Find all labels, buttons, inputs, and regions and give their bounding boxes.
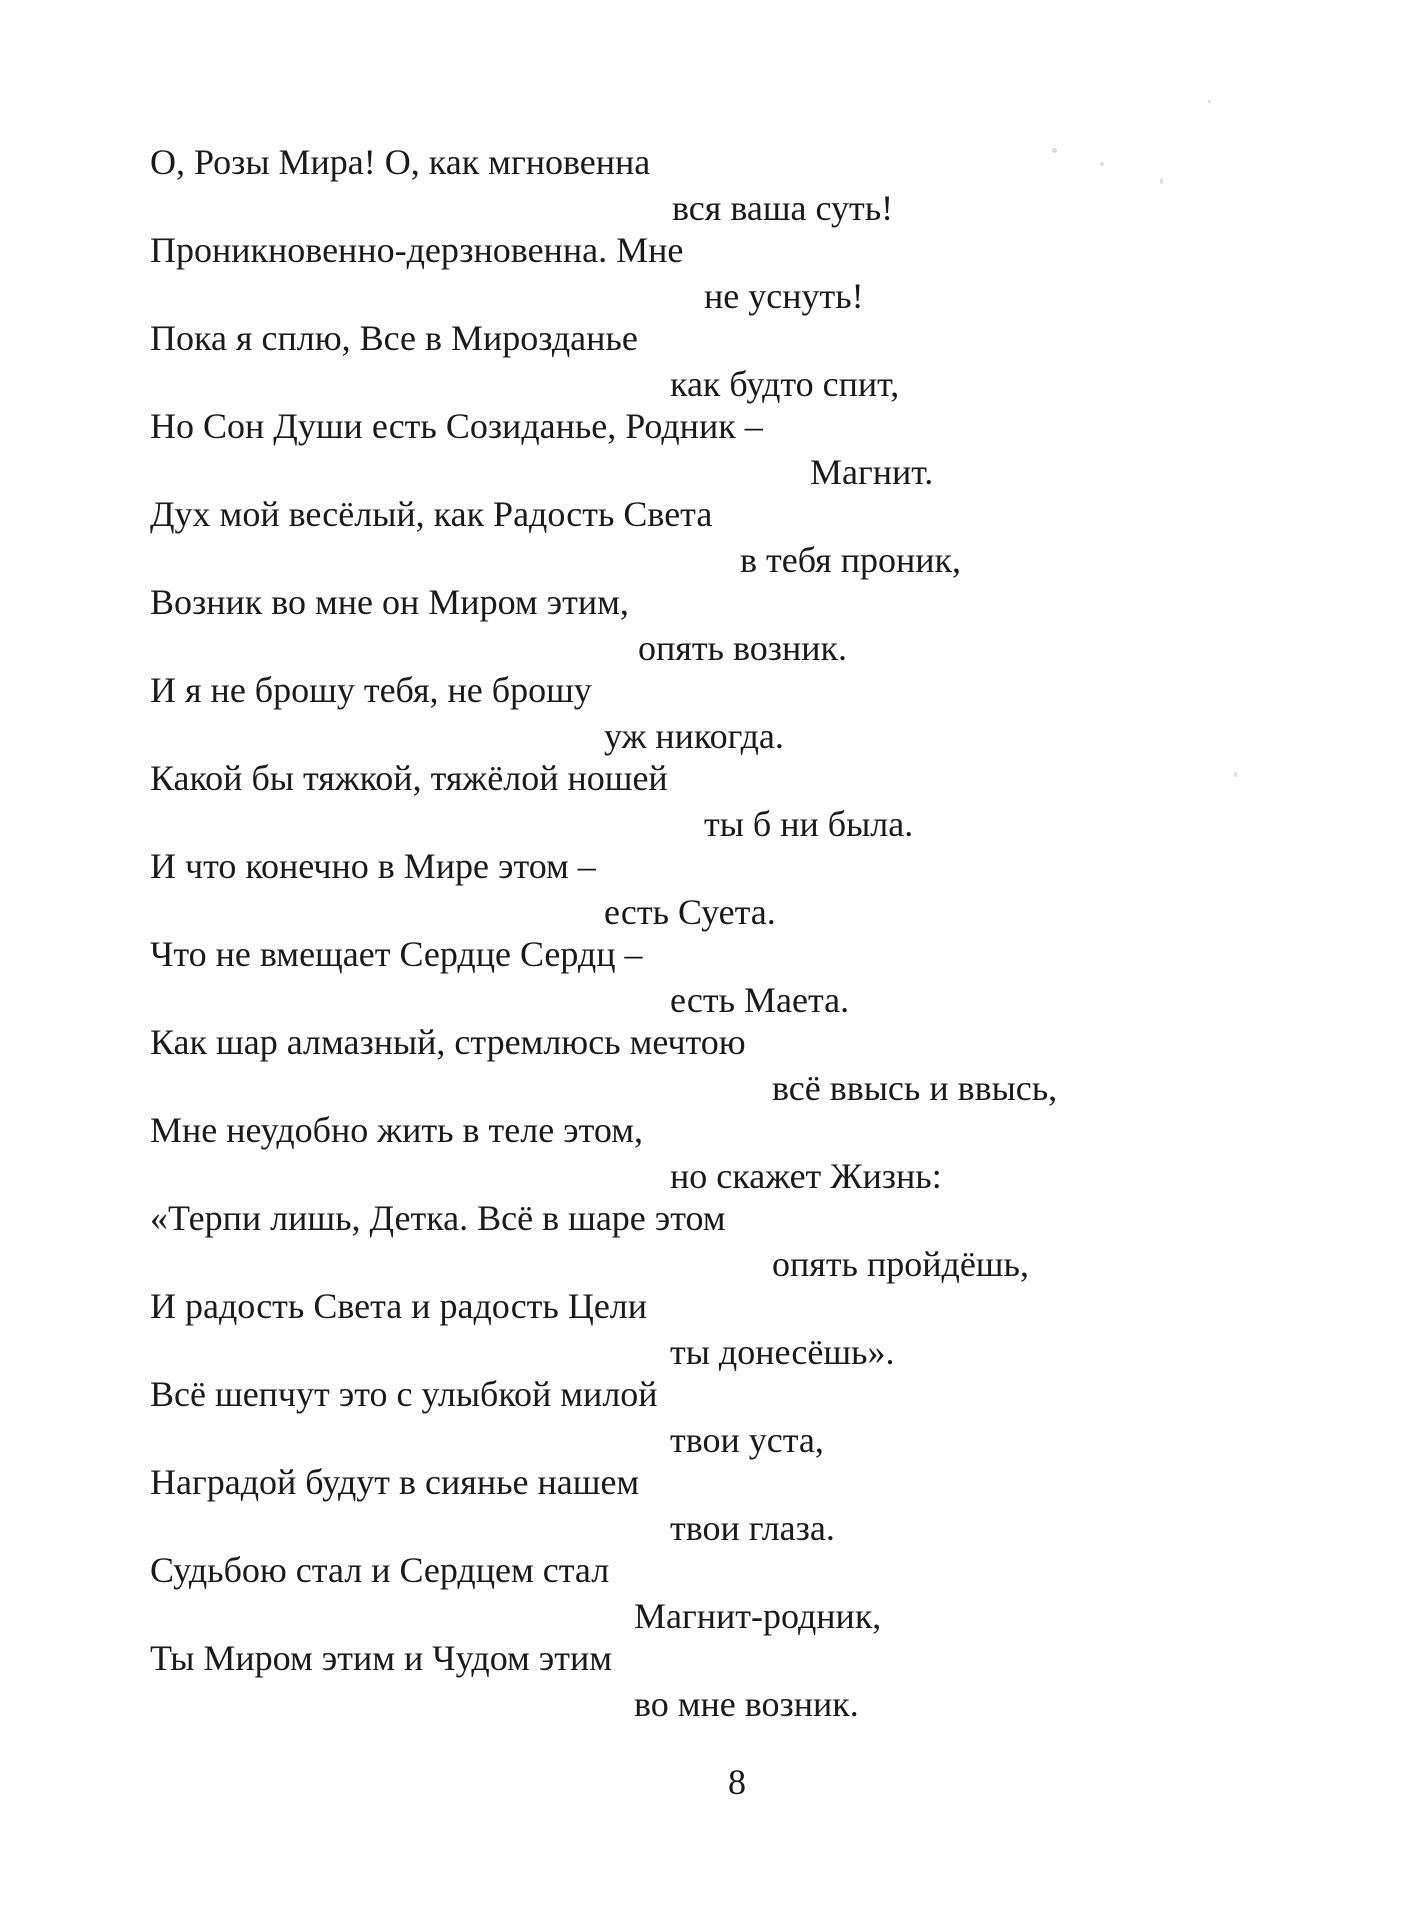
poem-line: Пока я сплю, Все в Мирозданье bbox=[150, 318, 638, 358]
poem-line: Что не вмещает Сердце Сердц – bbox=[150, 934, 643, 974]
scan-speck bbox=[1052, 148, 1057, 153]
poem-line: Наградой будут в сиянье нашем bbox=[150, 1462, 640, 1502]
poem-line: Ты Миром этим и Чудом этим bbox=[150, 1638, 613, 1678]
poem-line: вся ваша суть! bbox=[672, 188, 894, 228]
poem-line: есть Маета. bbox=[670, 980, 850, 1020]
poem-line: твои глаза. bbox=[670, 1508, 835, 1548]
scan-speck bbox=[1208, 100, 1211, 103]
poem-line: во мне возник. bbox=[634, 1684, 859, 1724]
poem-line: уж никогда. bbox=[604, 716, 784, 756]
scan-speck bbox=[1100, 162, 1104, 166]
poem-line: есть Суета. bbox=[604, 892, 776, 932]
poem-line: О, Розы Мира! О, как мгновенна bbox=[150, 142, 651, 182]
poem-line: И что конечно в Мире этом – bbox=[150, 846, 596, 886]
poem-line: Магнит-родник, bbox=[634, 1596, 882, 1636]
poem-line: как будто спит, bbox=[670, 364, 900, 404]
poem-line: твои уста, bbox=[670, 1420, 824, 1460]
poem-line: Дух мой весёлый, как Радость Света bbox=[150, 494, 713, 534]
poem-line: ты донесёшь». bbox=[670, 1332, 895, 1372]
poem-line: в тебя проник, bbox=[740, 540, 961, 580]
poem-line: опять возник. bbox=[638, 628, 847, 668]
poem-line: ты б ни была. bbox=[704, 804, 914, 844]
poem-line: И я не брошу тебя, не брошу bbox=[150, 670, 592, 710]
poem-line: всё ввысь и ввысь, bbox=[772, 1068, 1058, 1108]
poem-line: Судьбою стал и Сердцем стал bbox=[150, 1550, 610, 1590]
poem-line: «Терпи лишь, Детка. Всё в шаре этом bbox=[150, 1198, 726, 1238]
scan-speck bbox=[1160, 178, 1163, 184]
poem-line: Мне неудобно жить в теле этом, bbox=[150, 1110, 643, 1150]
poem-line: Возник во мне он Миром этим, bbox=[150, 582, 629, 622]
poem-line: не уснуть! bbox=[704, 276, 864, 316]
poem-line: Магнит. bbox=[810, 452, 934, 492]
poem-line: Всё шепчут это с улыбкой милой bbox=[150, 1374, 658, 1414]
poem-line: Как шар алмазный, стремлюсь мечтою bbox=[150, 1022, 746, 1062]
poem-line: Но Сон Души есть Созиданье, Родник – bbox=[150, 406, 763, 446]
scan-speck bbox=[1234, 772, 1237, 777]
poem-line: Проникновенно-дерзновенна. Мне bbox=[150, 230, 684, 270]
poem-line: И радость Света и радость Цели bbox=[150, 1286, 648, 1326]
poem-line: но скажет Жизнь: bbox=[670, 1156, 942, 1196]
poem-line: опять пройдёшь, bbox=[772, 1244, 1029, 1284]
page-number: 8 bbox=[728, 1762, 746, 1802]
poem-line: Какой бы тяжкой, тяжёлой ношей bbox=[150, 758, 668, 798]
